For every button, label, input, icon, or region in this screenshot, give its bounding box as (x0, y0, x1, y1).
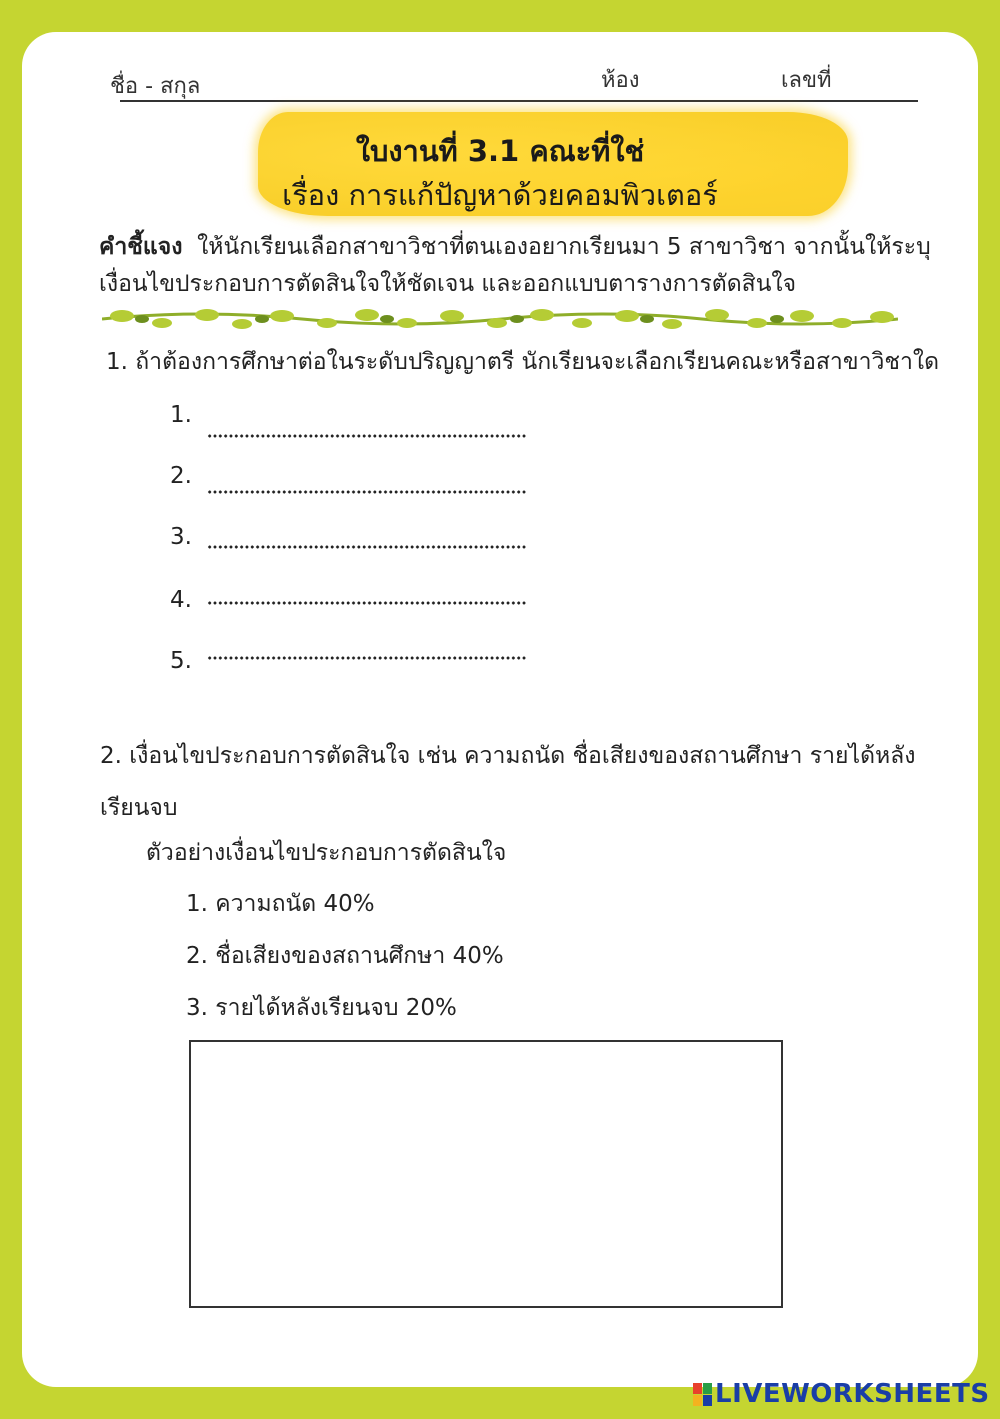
question2-line2: เรียนจบ (100, 795, 178, 821)
q1-item-number: 3. (170, 524, 192, 550)
q1-item-number: 2. (170, 463, 192, 489)
room-label: ห้อง (601, 68, 640, 93)
q1-answer-line[interactable] (207, 601, 527, 605)
vine-divider (102, 304, 898, 334)
decision-table-answer-box[interactable] (189, 1040, 783, 1308)
liveworksheets-brand: LIVEWORKSHEETS (715, 1379, 990, 1409)
worksheet-title: ใบงานที่ 3.1 คณะที่ใช่ (355, 134, 645, 168)
q1-item-number: 1. (170, 402, 192, 428)
q1-item-number: 4. (170, 587, 192, 613)
name-label: ชื่อ - สกุล (110, 74, 201, 99)
example-item: 1. ความถนัด 40% (186, 891, 375, 917)
instructions-line1 (99, 229, 931, 265)
example-heading: ตัวอย่างเงื่อนไขประกอบการตัดสินใจ (146, 840, 507, 866)
question2-line1: 2. เงื่อนไขประกอบการตัดสินใจ เช่น ความถนัด ชื่อเสียงของสถานศึกษา รายได้หลัง (100, 743, 916, 769)
header-underline (120, 100, 918, 102)
q1-answer-line[interactable] (207, 434, 527, 438)
number-label: เลขที่ (781, 68, 832, 93)
q1-answer-line[interactable] (207, 545, 527, 549)
instructions-line2: เงื่อนไขประกอบการตัดสินใจให้ชัดเจน และออกแบบตารางการตัดสินใจ (99, 271, 797, 297)
example-item: 2. ชื่อเสียงของสถานศึกษา 40% (186, 943, 504, 969)
question1-text: 1. ถ้าต้องการศึกษาต่อในระดับปริญญาตรี นักเรียนจะเลือกเรียนคณะหรือสาขาวิชาใด (106, 349, 940, 375)
worksheet-subtitle: เรื่อง การแก้ปัญหาด้วยคอมพิวเตอร์ (282, 178, 718, 212)
liveworksheets-icon (693, 1383, 713, 1407)
instructions-label: คำชี้แจง (99, 234, 183, 260)
instructions-text1: ให้นักเรียนเลือกสาขาวิชาที่ตนเองอยากเรียนมา 5 สาขาวิชา จากนั้นให้ระบุ (197, 234, 931, 260)
example-item: 3. รายได้หลังเรียนจบ 20% (186, 995, 457, 1021)
q1-answer-line[interactable] (207, 656, 527, 660)
q1-answer-line[interactable] (207, 490, 527, 494)
q1-item-number: 5. (170, 648, 192, 674)
